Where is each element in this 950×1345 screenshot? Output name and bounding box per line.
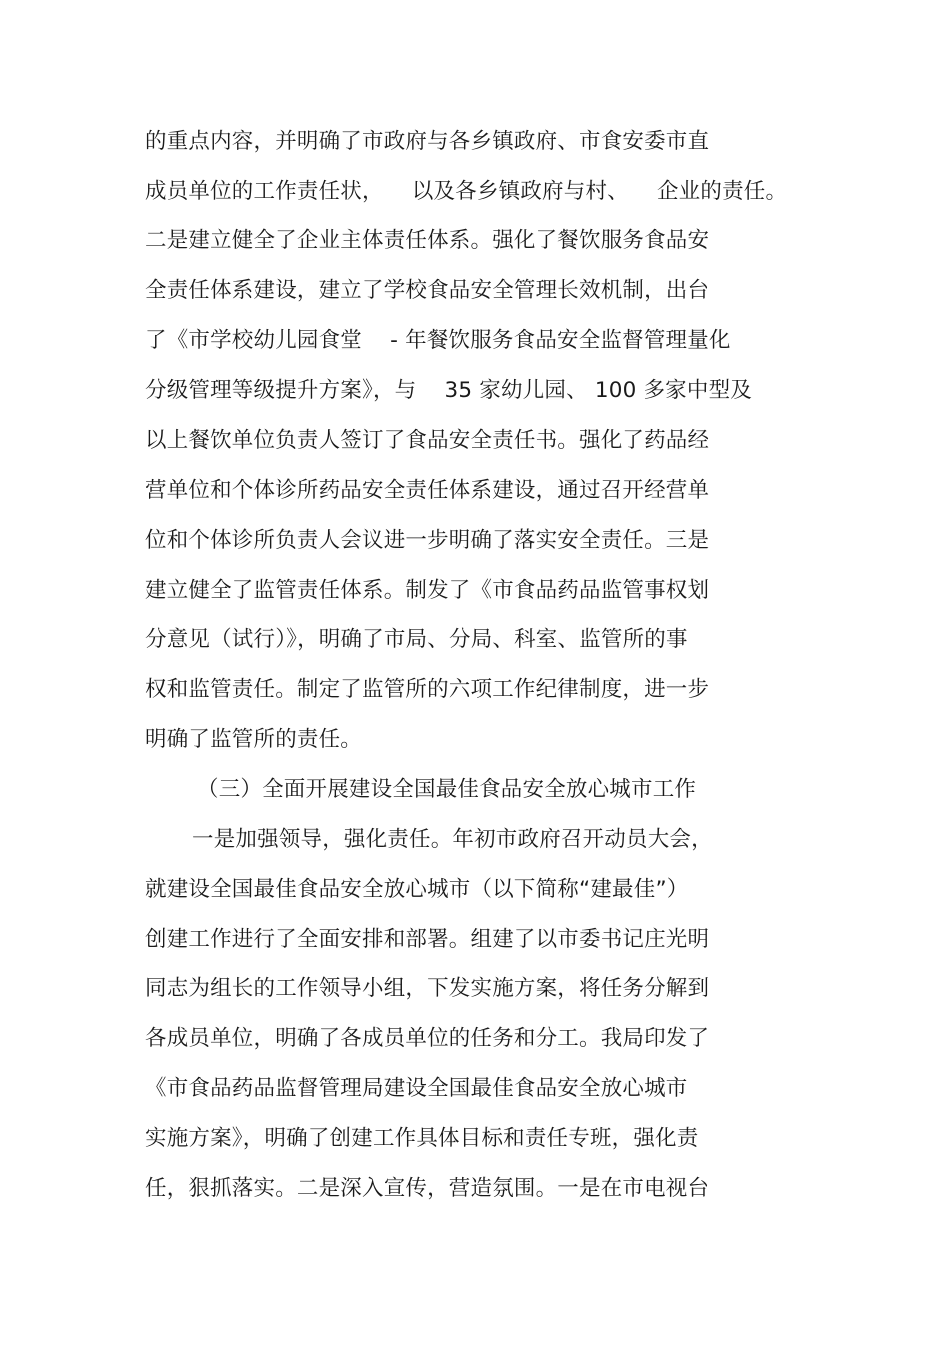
text-line: 各成员单位，明确了各成员单位的任务和分工。我局印发了: [145, 1026, 710, 1051]
text-line: 成员单位的工作责任状， 以及各乡镇政府与村、 企业的责任。: [145, 179, 788, 204]
text-line: 以上餐饮单位负责人签订了食品安全责任书。强化了药品经: [145, 428, 710, 453]
text-line: 分意见（试行）》，明确了市局、分局、科室、监管所的事: [145, 627, 688, 652]
text-line: 同志为组长的工作领导小组，下发实施方案，将任务分解到: [145, 976, 710, 1001]
text-line: 创建工作进行了全面安排和部署。组建了以市委书记庄光明: [145, 927, 710, 952]
text-line: 位和个体诊所负责人会议进一步明确了落实安全责任。三是: [145, 528, 710, 553]
text-line: 就建设全国最佳食品安全放心城市（以下简称“建最佳”）: [145, 877, 689, 902]
text-line: 《市食品药品监督管理局建设全国最佳食品安全放心城市: [145, 1076, 688, 1101]
text-line: 全责任体系建设，建立了学校食品安全管理长效机制，出台: [145, 278, 710, 303]
text-line: 的重点内容，并明确了市政府与各乡镇政府、市食安委市直: [145, 129, 710, 154]
text-line: 了《市学校幼儿园食堂 - 年餐饮服务食品安全监督管理量化: [145, 328, 731, 353]
text-line: 建立健全了监管责任体系。制发了《市食品药品监管事权划: [145, 578, 710, 603]
text-line: 权和监管责任。制定了监管所的六项工作纪律制度，进一步: [145, 677, 710, 702]
text-line: 实施方案》，明确了创建工作具体目标和责任专班，强化责: [145, 1126, 699, 1151]
paragraph-first-line: 一是加强领导，强化责任。年初市政府召开动员大会，: [192, 827, 713, 852]
section-heading: （三）全面开展建设全国最佳食品安全放心城市工作: [197, 777, 697, 802]
text-line: 分级管理等级提升方案》，与 35 家幼儿园、 100 多家中型及: [145, 378, 752, 403]
text-line: 二是建立健全了企业主体责任体系。强化了餐饮服务食品安: [145, 228, 710, 253]
text-line: 营单位和个体诊所药品安全责任体系建设，通过召开经营单: [145, 478, 710, 503]
text-line: 任，狠抓落实。二是深入宣传，营造氛围。一是在市电视台: [145, 1176, 710, 1201]
text-line: 明确了监管所的责任。: [145, 727, 363, 752]
